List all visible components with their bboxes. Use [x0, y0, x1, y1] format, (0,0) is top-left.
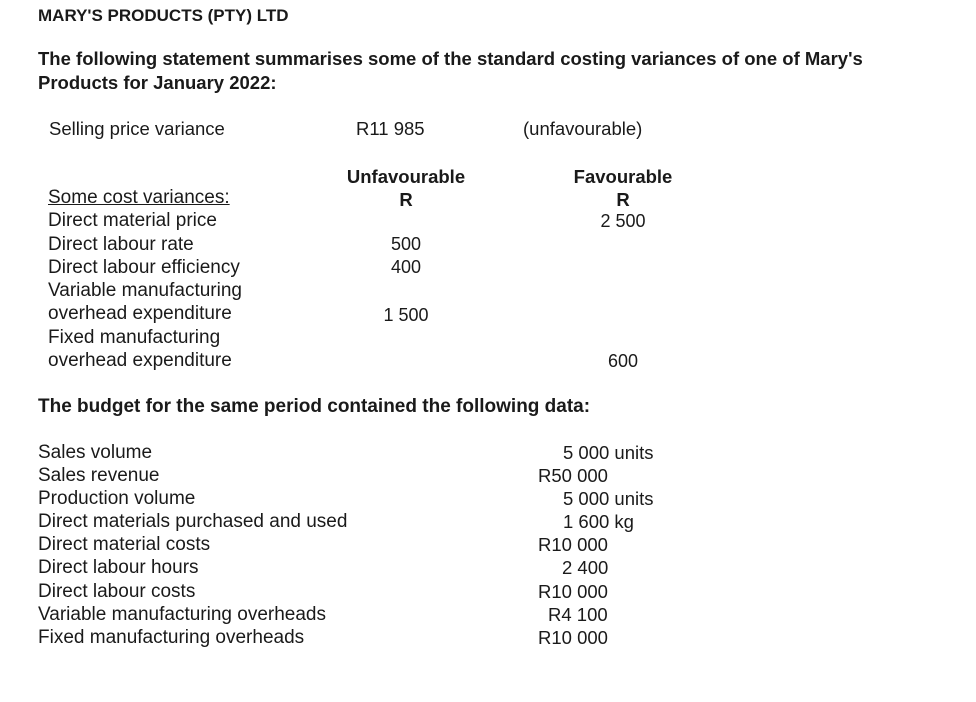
variable-overhead-unfavourable: 1 500 — [383, 305, 429, 325]
company-name: MARY'S PRODUCTS (PTY) LTD — [38, 6, 289, 25]
list-item: Direct labour rate — [48, 233, 194, 255]
cost-variances-list — [48, 186, 242, 372]
direct-labour-rate-unfavourable: 500 — [390, 234, 422, 254]
list-item: Direct material price — [48, 210, 217, 232]
fixed-overhead-favourable: 600 — [607, 351, 639, 371]
selling-price-variance-amount: R11 985 — [356, 118, 425, 139]
budget-label: Direct material costs — [38, 534, 211, 556]
budget-value: R10 000 — [538, 534, 608, 556]
budget-value: R50 000 — [538, 465, 608, 487]
budget-label: Sales revenue — [38, 465, 160, 487]
budget-value: 1 600 kg — [563, 511, 634, 533]
unfavourable-header: Unfavourable — [346, 166, 466, 187]
intro-text: The following statement summarises some of the standard costing variances of one of Mary's Products for January 2022: — [38, 48, 863, 93]
budget-label: Direct labour hours — [38, 557, 199, 579]
list-item: Variable manufacturing — [48, 280, 242, 302]
budget-value: R4 100 — [548, 603, 608, 625]
budget-label: Direct materials purchased and used — [38, 511, 348, 533]
direct-material-price-favourable: 2 500 — [600, 211, 646, 231]
budget-value: 5 000 units — [563, 488, 654, 510]
budget-title: The budget for the same period contained the following data: — [38, 396, 591, 417]
list-item: Fixed manufacturing — [48, 326, 221, 348]
budget-values — [530, 441, 670, 649]
budget-value: 5 000 units — [563, 442, 654, 463]
budget-labels — [38, 441, 347, 649]
budget-value: R10 000 — [538, 580, 608, 602]
cost-variances-heading: Some cost variances: — [48, 187, 230, 208]
list-item: overhead expenditure — [48, 350, 232, 372]
favourable-header: Favourable — [573, 166, 673, 187]
list-item: overhead expenditure — [48, 303, 232, 325]
selling-price-variance-status: (unfavourable) — [523, 118, 643, 139]
unfavourable-unit: R — [399, 189, 413, 210]
budget-label: Direct labour costs — [38, 580, 196, 602]
budget-label: Sales volume — [38, 442, 153, 463]
budget-label: Fixed manufacturing overheads — [38, 626, 305, 648]
direct-labour-efficiency-unfavourable: 400 — [390, 257, 422, 277]
budget-value: R10 000 — [538, 626, 608, 648]
budget-label: Variable manufacturing overheads — [38, 603, 326, 625]
list-item: Direct labour efficiency — [48, 256, 240, 278]
selling-price-variance-label: Selling price variance — [49, 118, 225, 139]
budget-value: 2 400 — [562, 557, 609, 579]
favourable-unit: R — [616, 189, 630, 210]
budget-label: Production volume — [38, 488, 196, 510]
